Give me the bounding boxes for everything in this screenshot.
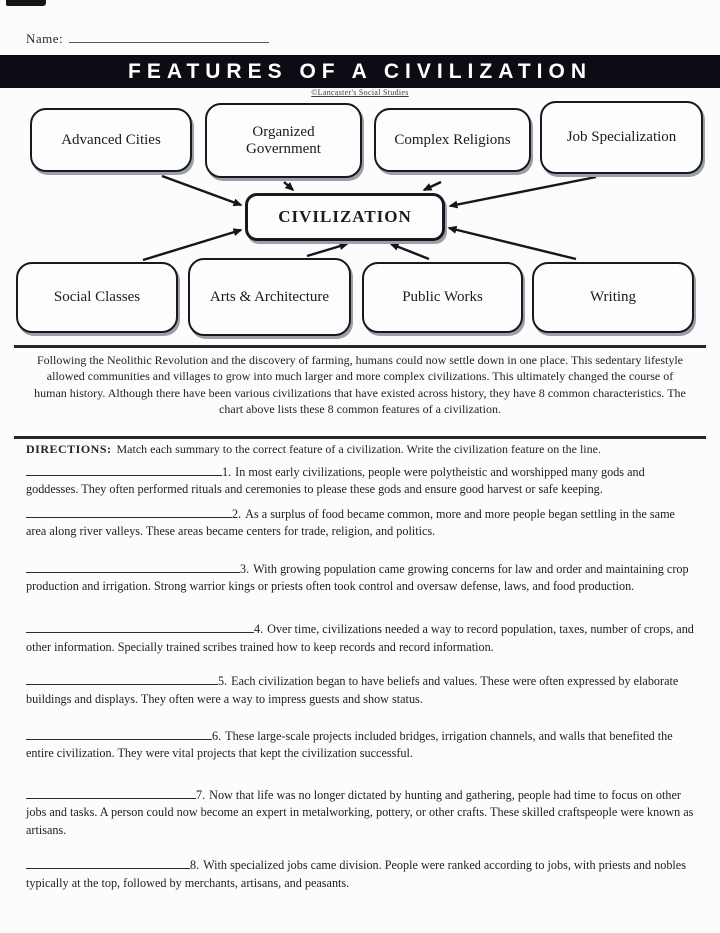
name-label: Name:: [26, 31, 64, 46]
feature-label: Job Specialization: [566, 129, 677, 145]
directions-label: DIRECTIONS:: [26, 442, 112, 456]
question-text: With specialized jobs came division. People were ranked according to jobs, with priests and nobles typically at the top, followed by merchants, artisans, and peasants.: [26, 858, 686, 890]
copyright-credit: ©Lancaster's Social Studies: [311, 88, 409, 97]
question-text: Now that life was no longer dictated by hunting and gathering, people had time to focus on other jobs and tasks. A person could now become an expert in metalworking, pottery, or other crafts. These skilled craftspeople were known as artisans.: [26, 787, 694, 837]
question-number: 4.: [254, 622, 264, 637]
section-divider: [14, 436, 706, 439]
question-2: [26, 506, 694, 541]
question-4: [26, 621, 694, 656]
question-6: [26, 728, 694, 763]
feature-label: Complex Religions: [394, 131, 511, 148]
directions-line: [26, 442, 694, 457]
feature-label: Arts & Architecture: [209, 288, 330, 305]
answer-blank-1[interactable]: [26, 464, 222, 476]
feature-label: Public Works: [402, 289, 483, 305]
question-8: [26, 857, 694, 892]
question-1: [26, 464, 694, 499]
answer-blank-7[interactable]: [26, 787, 196, 799]
question-number: 5.: [218, 674, 228, 689]
answer-blank-5[interactable]: [26, 673, 218, 685]
name-blank-line[interactable]: [69, 30, 269, 43]
name-row: [26, 30, 269, 47]
feature-label: Organized Government: [246, 123, 321, 157]
feature-box-advanced-cities: [30, 108, 192, 172]
page-title: FEATURES OF A CIVILIZATION: [128, 59, 592, 83]
questions-list: [26, 464, 694, 892]
answer-blank-6[interactable]: [26, 728, 212, 740]
feature-label: Advanced Cities: [61, 131, 161, 148]
feature-box-writing: [532, 262, 694, 333]
feature-label: Writing: [589, 289, 637, 305]
feature-box-complex-religions: [374, 108, 531, 172]
answer-blank-3[interactable]: [26, 561, 240, 573]
title-banner: [0, 55, 720, 88]
question-number: 7.: [196, 787, 206, 802]
scan-artifact: [6, 0, 46, 6]
question-number: 8.: [190, 858, 200, 873]
feature-box-public-works: [362, 262, 523, 333]
feature-box-social-classes: [16, 262, 178, 333]
question-number: 3.: [240, 561, 250, 576]
question-3: [26, 561, 694, 596]
question-text: With growing population came growing concerns for law and order and maintaining crop production and irrigation. Strong warrior kings or priests often took control and oversaw defense, laws, and food production.: [26, 561, 689, 594]
answer-blank-2[interactable]: [26, 506, 232, 518]
question-7: [26, 787, 694, 839]
feature-label: Social Classes: [53, 289, 141, 305]
question-number: 2.: [232, 506, 242, 521]
question-number: 1.: [222, 465, 232, 479]
section-divider: [14, 345, 706, 348]
feature-box-organized-government: [205, 103, 362, 178]
civilization-center-box: [245, 193, 445, 241]
directions-text: Match each summary to the correct feature of a civilization. Write the civilization feature on the line.: [116, 442, 601, 456]
feature-box-arts-architecture: [188, 258, 351, 336]
answer-blank-4[interactable]: [26, 621, 254, 633]
answer-blank-8[interactable]: [26, 857, 190, 869]
question-number: 6.: [212, 729, 222, 744]
question-text: As a surplus of food became common, more and more people began settling in the same area along river valleys. These areas became centers for trade, religion, and politics.: [26, 506, 675, 539]
feature-box-job-specialization: [540, 101, 703, 174]
civilization-concept-map: [0, 100, 720, 346]
question-text: Over time, civilizations needed a way to record population, taxes, number of crops, and other information. Specially trained scribes trained how to keep records and record information.: [26, 622, 694, 654]
center-label: CIVILIZATION: [278, 207, 412, 226]
intro-paragraph: Following the Neolithic Revolution and the discovery of farming, humans could now settle down in one place. This sedentary lifestyle allowed communities and villages to grow into much larger and more complex civilizations. This ultimately changed the course of human history. Although there have been various civilizations that have existed across history, they have 8 common characteristics. The chart above lists these 8 common features of a civilization.: [34, 353, 686, 417]
question-text: In most early civilizations, people were polytheistic and worshipped many gods and goddesses. They often performed rituals and ceremonies to please these gods and ensure good harvest or safe keeping.: [26, 465, 645, 497]
question-text: Each civilization began to have beliefs and values. These were often expressed by elaborate buildings and displays. They often were a way to impress guests and show status.: [26, 674, 679, 706]
question-text: These large-scale projects included bridges, irrigation channels, and walls that benefited the entire civilization. They were vital projects that kept the civilization successful.: [26, 729, 673, 761]
question-5: [26, 673, 694, 708]
